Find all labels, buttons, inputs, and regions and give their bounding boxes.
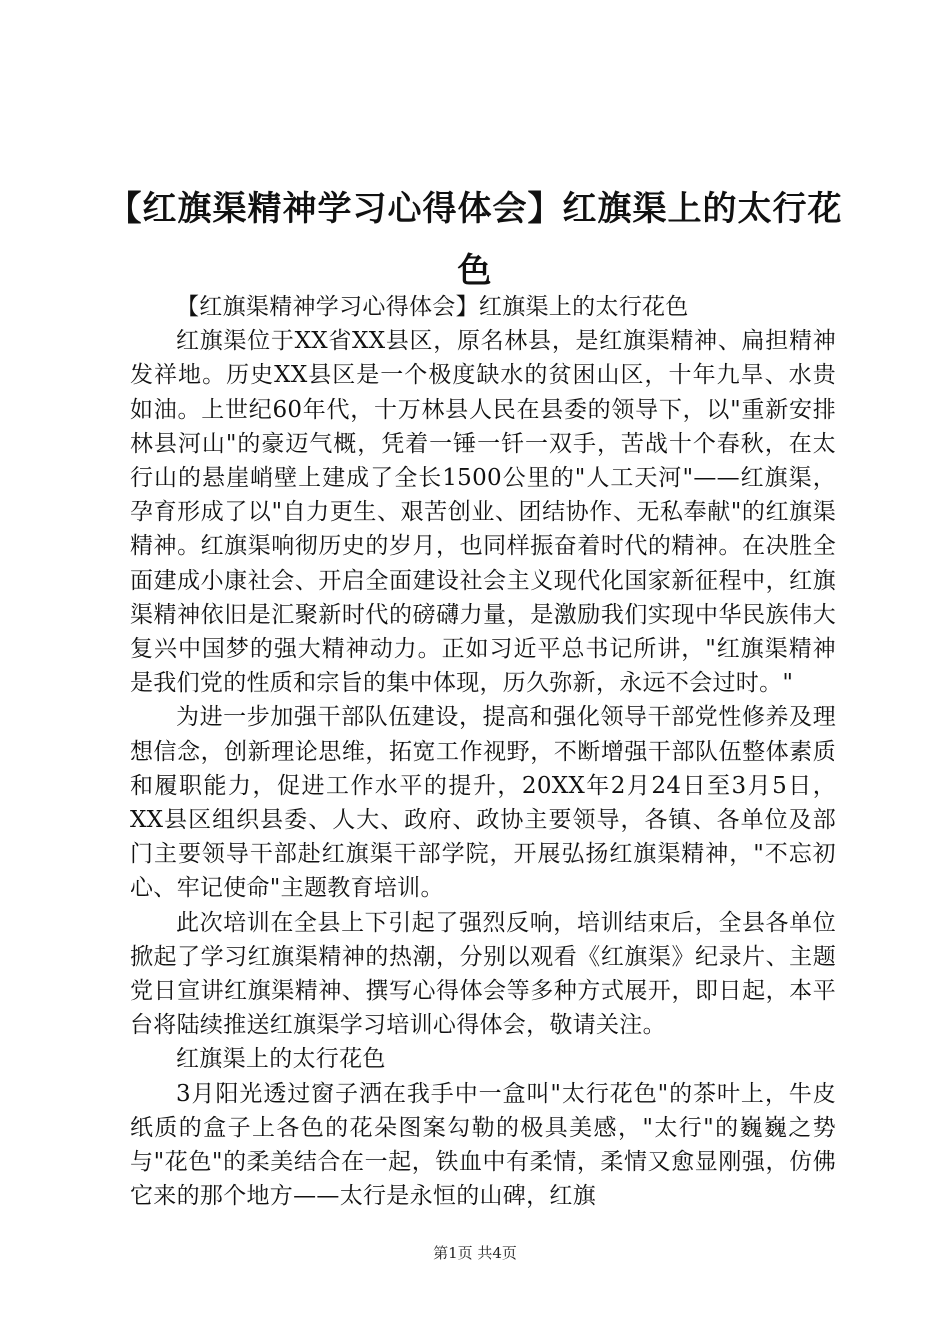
subtitle-paragraph: 【红旗渠精神学习心得体会】红旗渠上的太行花色: [176, 294, 689, 320]
document-body: [130, 290, 836, 1213]
paragraph-tea: 3月阳光透过窗子洒在我手中一盒叫"太行花色"的茶叶上，牛皮纸质的盒子上各色的花朵图案勾勒的极具美感，"太行"的巍巍之势与"花色"的柔美结合在一起，铁血中有柔情，柔情又愈显刚强，仿佛它来的那个地方——太行是永恒的山碑，红旗: [130, 1080, 836, 1210]
paragraph-intro: 红旗渠位于XX省XX县区，原名林县，是红旗渠精神、扁担精神发祥地。历史XX县区是一个极度缺水的贫困山区，十年九旱、水贵如油。上世纪60年代，十万林县人民在县委的领导下，以"重新安排林县河山"的豪迈气概，凭着一锤一钎一双手，苦战十个春秋，在太行山的悬崖峭壁上建成了全长1500公里的"人工天河"——红旗渠，孕育形成了以"自力更生、艰苦创业、团结协作、无私奉献"的红旗渠精神。红旗渠响彻历史的岁月，也同样振奋着时代的精神。在决胜全面建成小康社会、开启全面建设社会主义现代化国家新征程中，红旗渠精神依旧是汇聚新时代的磅礴力量，是激励我们实现中华民族伟大复兴中国梦的强大精神动力。正如习近平总书记所讲，"红旗渠精神是我们党的性质和宗旨的集中体现，历久弥新，永远不会过时。": [130, 328, 836, 697]
paragraph-training: 为进一步加强干部队伍建设，提高和强化领导干部党性修养及理想信念，创新理论思维，拓宽工作视野，不断增强干部队伍整体素质和履职能力，促进工作水平的提升，20XX年2月24日至3月5日，XX县区组织县委、人大、政府、政协主要领导，各镇、各单位及部门主要领导干部赴红旗渠干部学院，开展弘扬红旗渠精神，"不忘初心、牢记使命"主题教育培训。: [130, 704, 836, 902]
section-heading: 红旗渠上的太行花色: [176, 1046, 386, 1073]
paragraph-response: 此次培训在全县上下引起了强烈反响，培训结束后，全县各单位掀起了学习红旗渠精神的热潮，分别以观看《红旗渠》纪录片、主题党日宣讲红旗渠精神、撰写心得体会等多种方式展开，即日起，本平台将陆续推送红旗渠学习培训心得体会，敬请关注。: [130, 909, 836, 1039]
document-title: 【红旗渠精神学习心得体会】红旗渠上的太行花色: [107, 189, 843, 291]
page-footer: 第1页 共4页: [433, 1244, 517, 1262]
